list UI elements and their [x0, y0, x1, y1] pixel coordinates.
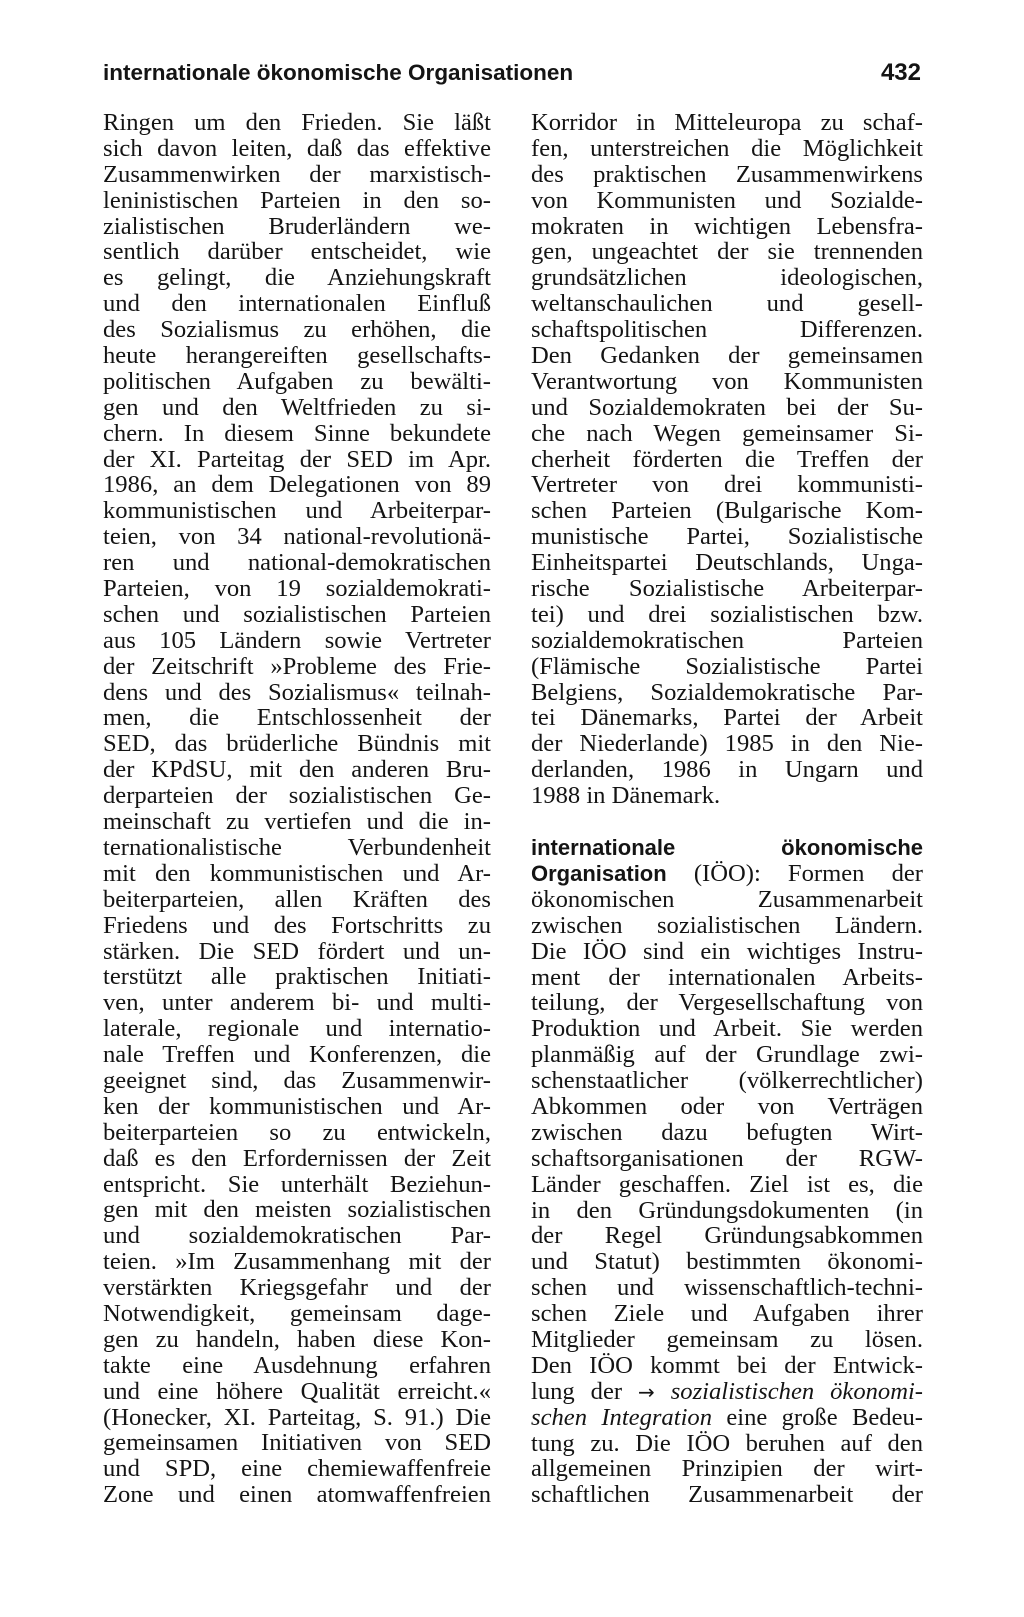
entry-line	[531, 1379, 923, 1405]
text-line: ment der internationalen Arbeits-	[531, 963, 923, 991]
text-line: ren und national-demokratischen	[103, 549, 491, 577]
text-line: (Flämische Sozialistische Partei	[531, 652, 923, 680]
text-line: cherheit förderten die Treffen der	[531, 445, 923, 473]
text-line: allgemeinen Prinzipien der wirt-	[531, 1455, 923, 1483]
continued-entry-text	[531, 110, 923, 809]
text-line: Produktion und Arbeit. Sie werden	[531, 1015, 923, 1043]
text-line: verstärkten Kriegsgefahr und der	[103, 1274, 491, 1302]
right-column	[531, 110, 923, 1508]
text-line: Die IÖO sind ein wichtiges Instru-	[531, 937, 923, 965]
text-line: tei Dänemarks, Partei der Arbeit	[531, 704, 923, 732]
text-line: gen, ungeachtet der sie trennenden	[531, 238, 923, 266]
text-line: ternationalistische Verbundenheit	[103, 833, 491, 861]
text-line: zialistischen Bruderländern we-	[103, 212, 491, 240]
text-line: men, die Entschlossenheit der	[103, 704, 491, 732]
text-line: rische Sozialistische Arbeiterpar-	[531, 575, 923, 603]
text-line: der Niederlande) 1985 in den Nie-	[531, 730, 923, 758]
text-line: politischen Aufgaben zu bewälti-	[103, 367, 491, 395]
text-line: es gelingt, die Anziehungskraft	[103, 264, 491, 292]
text-line: teien, von 34 national-revolutionä-	[103, 523, 491, 551]
text-line: weltanschaulichen und gesell-	[531, 290, 923, 318]
text-line: beiterparteien, allen Kräften des	[103, 885, 491, 913]
text-line: und den internationalen Einfluß	[103, 290, 491, 318]
text-line: von Kommunisten und Sozialde-	[531, 186, 923, 214]
text-line: Zone und einen atomwaffenfreien	[103, 1481, 491, 1509]
entry-headword-part2: Organisation	[531, 860, 667, 886]
text-line: schen und sozialistischen Parteien	[103, 600, 491, 628]
text-line: (Honecker, XI. Parteitag, S. 91.) Die	[103, 1403, 491, 1431]
text-line: mokraten in wichtigen Lebensfra-	[531, 212, 923, 240]
text-line: der XI. Parteitag der SED im Apr.	[103, 445, 491, 473]
text-line: Ringen um den Frieden. Sie läßt	[103, 109, 491, 136]
text-line: sozialdemokratischen Parteien	[531, 626, 923, 654]
text-line: schaftspolitischen Differenzen.	[531, 316, 923, 344]
text-line: che nach Wegen gemeinsamer Si-	[531, 419, 923, 447]
text-line: Mitglieder gemeinsam zu lösen.	[531, 1325, 923, 1353]
text-line: schen Parteien (Bulgarische Kom-	[531, 497, 923, 525]
text-line: kommunistischen und Arbeiterpar-	[103, 497, 491, 525]
text-line: zwischen dazu befugten Wirt-	[531, 1118, 923, 1146]
xref-line-prefix: lung der	[531, 1377, 638, 1405]
text-line: zwischen sozialistischen Ländern.	[531, 911, 923, 939]
entry-line	[531, 861, 923, 887]
text-line: sich davon leiten, daß das effektive	[103, 134, 491, 162]
text-line: dens und des Sozialismus« teilnah-	[103, 678, 491, 706]
text-line: ven, unter anderem bi- und multi-	[103, 989, 491, 1017]
xref-line-suffix: eine große Bedeu-	[712, 1403, 923, 1431]
text-line: der Zeitschrift »Probleme des Frie-	[103, 652, 491, 680]
entry-body	[531, 887, 923, 1379]
text-line: schen und wissenschaftlich-techni-	[531, 1274, 923, 1302]
text-line: aus 105 Ländern sowie Vertreter	[103, 626, 491, 654]
text-line: Parteien, von 19 sozialdemokrati-	[103, 575, 491, 603]
running-title: internationale ökonomische Organisationen	[103, 60, 574, 85]
text-line: chern. In diesem Sinne bekundete	[103, 419, 491, 447]
text-line: heute herangereiften gesellschafts-	[103, 342, 491, 370]
text-line: und SPD, eine chemiewaffenfreie	[103, 1455, 491, 1483]
text-line: Vertreter von drei kommunisti-	[531, 471, 923, 499]
text-line: tung zu. Die IÖO beruhen auf den	[531, 1429, 923, 1457]
text-line: gen mit den meisten sozialistischen	[103, 1196, 491, 1224]
text-line: Friedens und des Fortschritts zu	[103, 911, 491, 939]
text-line: laterale, regionale und internatio-	[103, 1015, 491, 1043]
text-line: planmäßig auf der Grundlage zwi-	[531, 1041, 923, 1069]
text-line: des Sozialismus zu erhöhen, die	[103, 316, 491, 344]
text-line: ken der kommunistischen und Ar-	[103, 1092, 491, 1120]
page-number: 432	[880, 59, 921, 86]
text-line: ökonomischen Zusammenarbeit	[531, 885, 923, 913]
text-line: in den Gründungsdokumenten (in	[531, 1196, 923, 1224]
text-line: gen und den Weltfrieden zu si-	[103, 393, 491, 421]
text-line: Korridor in Mitteleuropa zu schaf-	[531, 109, 923, 136]
entry-separator	[531, 809, 923, 835]
text-line: Den Gedanken der gemeinsamen	[531, 342, 923, 370]
text-line: meinschaft zu vertiefen und die in-	[103, 808, 491, 836]
text-line: und sozialdemokratischen Par-	[103, 1222, 491, 1250]
text-line: grundsätzlichen ideologischen,	[531, 264, 923, 292]
text-line: schen Ziele und Aufgaben ihrer	[531, 1300, 923, 1328]
text-line: Zusammenwirken der marxistisch-	[103, 160, 491, 188]
cross-reference-link[interactable]: schen Integration	[531, 1403, 712, 1431]
text-line: Verantwortung von Kommunisten	[531, 367, 923, 395]
text-line: leninistischen Parteien in den so-	[103, 186, 491, 214]
text-line: und eine höhere Qualität erreicht.«	[103, 1377, 491, 1405]
entry-headword-part1: internationale ökonomische	[531, 835, 923, 861]
text-line: 1988 in Dänemark.	[531, 782, 721, 810]
text-line: entspricht. Sie unterhält Beziehun-	[103, 1170, 491, 1198]
text-line: Länder geschaffen. Ziel ist es, die	[531, 1170, 923, 1198]
text-line: der Regel Gründungsabkommen	[531, 1222, 923, 1250]
text-line: und Sozialdemokraten bei der Su-	[531, 393, 923, 421]
text-line: teien. »Im Zusammenhang mit der	[103, 1248, 491, 1276]
text-line: Einheitspartei Deutschlands, Unga-	[531, 549, 923, 577]
text-line: 1986, an dem Delegationen von 89	[103, 471, 491, 499]
text-line: mit den kommunistischen und Ar-	[103, 859, 491, 887]
text-line: takte eine Ausdehnung erfahren	[103, 1351, 491, 1379]
text-line: derlanden, 1986 in Ungarn und	[531, 756, 923, 784]
text-line: terstützt alle praktischen Initiati-	[103, 963, 491, 991]
left-column	[103, 110, 491, 1508]
text-line: nale Treffen und Konferenzen, die	[103, 1041, 491, 1069]
text-line: munistische Partei, Sozialistische	[531, 523, 923, 551]
text-line: schaftlichen Zusammenarbeit der	[531, 1481, 923, 1509]
text-line: teilung, der Vergesellschaftung von	[531, 989, 923, 1017]
text-line: fen, unterstreichen die Möglichkeit	[531, 134, 923, 162]
text-line: gen zu handeln, haben diese Kon-	[103, 1325, 491, 1353]
text-line: daß es den Erfordernissen der Zeit	[103, 1144, 491, 1172]
text-line: schaftsorganisationen der RGW-	[531, 1144, 923, 1172]
text-line: SED, das brüderliche Bündnis mit	[103, 730, 491, 758]
entry-body	[531, 1431, 923, 1509]
text-line: des praktischen Zusammenwirkens	[531, 160, 923, 188]
text-line: tei) und drei sozialistischen bzw.	[531, 600, 923, 628]
text-line: der KPdSU, mit den anderen Bru-	[103, 756, 491, 784]
text-line: und Statut) bestimmten ökonomi-	[531, 1248, 923, 1276]
text-line: sentlich darüber entscheidet, wie	[103, 238, 491, 266]
text-line: gemeinsamen Initiativen von SED	[103, 1429, 491, 1457]
cross-reference-arrow-icon: →	[638, 1379, 655, 1404]
text-line: Notwendigkeit, gemeinsam dage-	[103, 1299, 491, 1327]
text-line: Belgiens, Sozialdemokratische Par-	[531, 678, 923, 706]
cross-reference-link[interactable]: sozialistischen ökonomi-	[670, 1377, 923, 1405]
text-line: beiterparteien so zu entwickeln,	[103, 1118, 491, 1146]
text-line: schenstaatlicher (völkerrechtlicher)	[531, 1067, 923, 1095]
entry-line	[531, 1405, 923, 1431]
entry-line	[531, 835, 923, 861]
text-line: geeignet sind, das Zusammenwir-	[103, 1066, 491, 1094]
text-line: stärken. Die SED fördert und un-	[103, 937, 491, 965]
running-header	[103, 56, 921, 90]
dictionary-entry	[531, 835, 923, 1508]
text-line: Den IÖO kommt bei der Entwick-	[531, 1351, 923, 1379]
text-line: Abkommen oder von Verträgen	[531, 1092, 923, 1120]
text-line: derparteien der sozialistischen Ge-	[103, 782, 491, 810]
entry-abbreviation: (IÖO): Formen der	[666, 859, 923, 887]
